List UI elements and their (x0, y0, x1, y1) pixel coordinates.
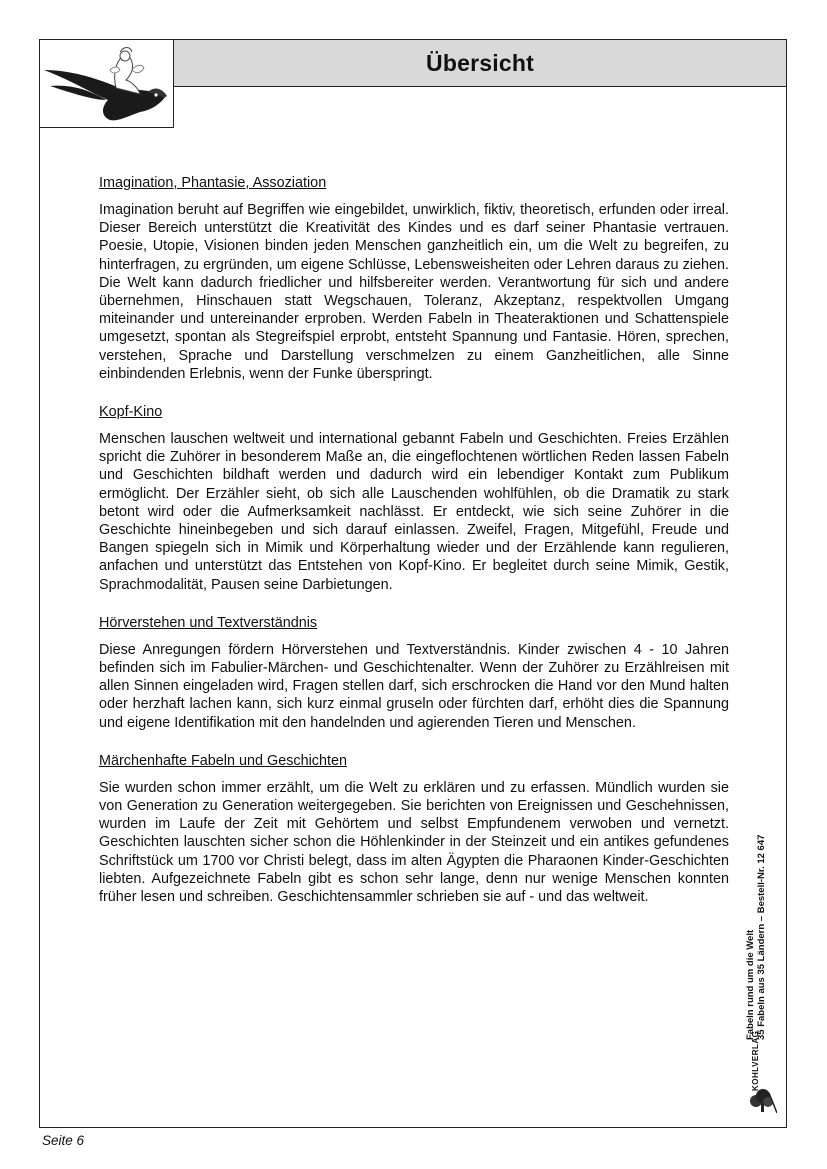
book-subtitle: 35 Fabeln aus 35 Ländern – Bestell-Nr. 12 647 (756, 834, 767, 1040)
tree-logo-icon (747, 1085, 777, 1115)
side-imprint (743, 815, 783, 1115)
section-imagination (99, 174, 729, 383)
section-kopf-kino (99, 403, 729, 594)
section-maerchenhafte-fabeln (99, 752, 729, 906)
section-heading: Hörverstehen und Textverständnis (99, 614, 318, 631)
book-imprint (745, 815, 781, 1040)
swallow-with-elf-icon (40, 40, 172, 126)
section-heading: Kopf-Kino (99, 404, 163, 421)
main-content (99, 174, 729, 926)
section-heading: Märchenhafte Fabeln und Geschichten (99, 752, 347, 769)
page-title: Übersicht (426, 49, 534, 76)
book-title: Fabeln rund um die Welt (745, 929, 756, 1040)
title-bar (174, 40, 786, 87)
section-heading: Imagination, Phantasie, Assoziation (99, 175, 327, 191)
page-number: Seite 6 (42, 1133, 85, 1148)
section-body: Imagination beruht auf Begriffen wie eingebildet, unwirklich, fiktiv, theoretisch, erfunden oder irreal. Dieser Bereich unterstützt die Kreativität des Kindes und es darf seiner Phantasie vertrauen. Poesie, Utopie, Visionen binden jeden Menschen ganzheitlich ein, um die Welt zu begreifen, zu hinterfragen, zu ergründen, um eigene Schlüsse, Lebensweisheiten oder Lehren daraus zu ziehen. Die Welt kann dadurch friedlicher und hilfsbereiter werden. Verantwortung für sich und andere übernehmen, Hinschauen statt Wegschauen, Toleranz, Akzeptanz, respektvollen Umgang miteinander und untereinander erproben. Werden Fabeln in Theateraktionen und Schattenspiele umgesetzt, spontan als Stegreifspiel erprobt, entsteht Spannung und Fantasie. Hören, sprechen, verstehen, Sprache und Darstellung verschmelzen zu einem Ganzheitlichen, alle Sinne einbindenden Erlebnis, wenn der Funke überspringt. (99, 202, 729, 382)
section-body: Diese Anregungen fördern Hörverstehen und Textverständnis. Kinder zwischen 4 - 10 Jahren befinden sich im Fabulier-Märchen- und Geschichtenalter. Wenn der Zuhörer zu Erzählreisen mit allen Sinnen eingeladen wird, Fragen stellen darf, sich erschrocken die Hand vor den Mund halten oder herzhaft lachen kann, sich kurz einmal gruseln oder fürchten darf, erhöht dies die Spannung und eigene Identifikation mit den handelnden und agierenden Tieren und Menschen. (99, 641, 729, 731)
section-hoerverstehen (99, 614, 729, 732)
header-illustration (40, 40, 174, 128)
publisher-name: KOHLVERLAG (751, 1030, 760, 1091)
section-body: Sie wurden schon immer erzählt, um die Welt zu erklären und zu erfassen. Mündlich wurden sie von Generation zu Generation weitergegeben. Sie berichten von Ereignissen und Geschehnissen, wurden im Laufe der Zeit mit Gehörtem und selbst Empfundenem verwoben und vernetzt. Geschichten lauschten sicher schon die Höhlenkinder in der Steinzeit und ein antikes gefundenes Schriftstück um 1700 vor Christi belegt, dass im alten Ägypten die Pharaonen Kinder-Geschichten liebten. Aufgezeichnete Fabeln gibt es schon sehr lange, denn nur wenige Menschen konnten früher lesen und schreiben. Geschichtensammler schrieben sie auf - und das weltweit. (99, 779, 729, 906)
section-body: Menschen lauschen weltweit und international gebannt Fabeln und Geschichten. Freies Erzählen spricht die Zuhörer in besonderem Maße an, die eingeflochtenen wörtlichen Reden lassen Fabeln und Geschichten bildhaft werden und dadurch wird ein lebendiger Kontakt zum Publikum ermöglicht. Der Erzähler sieht, ob sich alle Lauschenden wohlfühlen, ob die Dramatik zu stark betont wird oder die Aufmerksamkeit nachlässt. Er entdeckt, wie sich seine Zuhörer in die Geschichte hineinbegeben und sich darauf einlassen. Zweifel, Fragen, Mitgefühl, Freude und Bangen spiegeln sich in Mimik und Körperhaltung wieder und der Erzählende kann regulieren, anfachen und unterstützt das Entstehen von Kopf-Kino. Er begleitet durch seine Mimik, Gestik, Sprachmodalität, Pausen seine Darbietungen. (99, 431, 729, 593)
